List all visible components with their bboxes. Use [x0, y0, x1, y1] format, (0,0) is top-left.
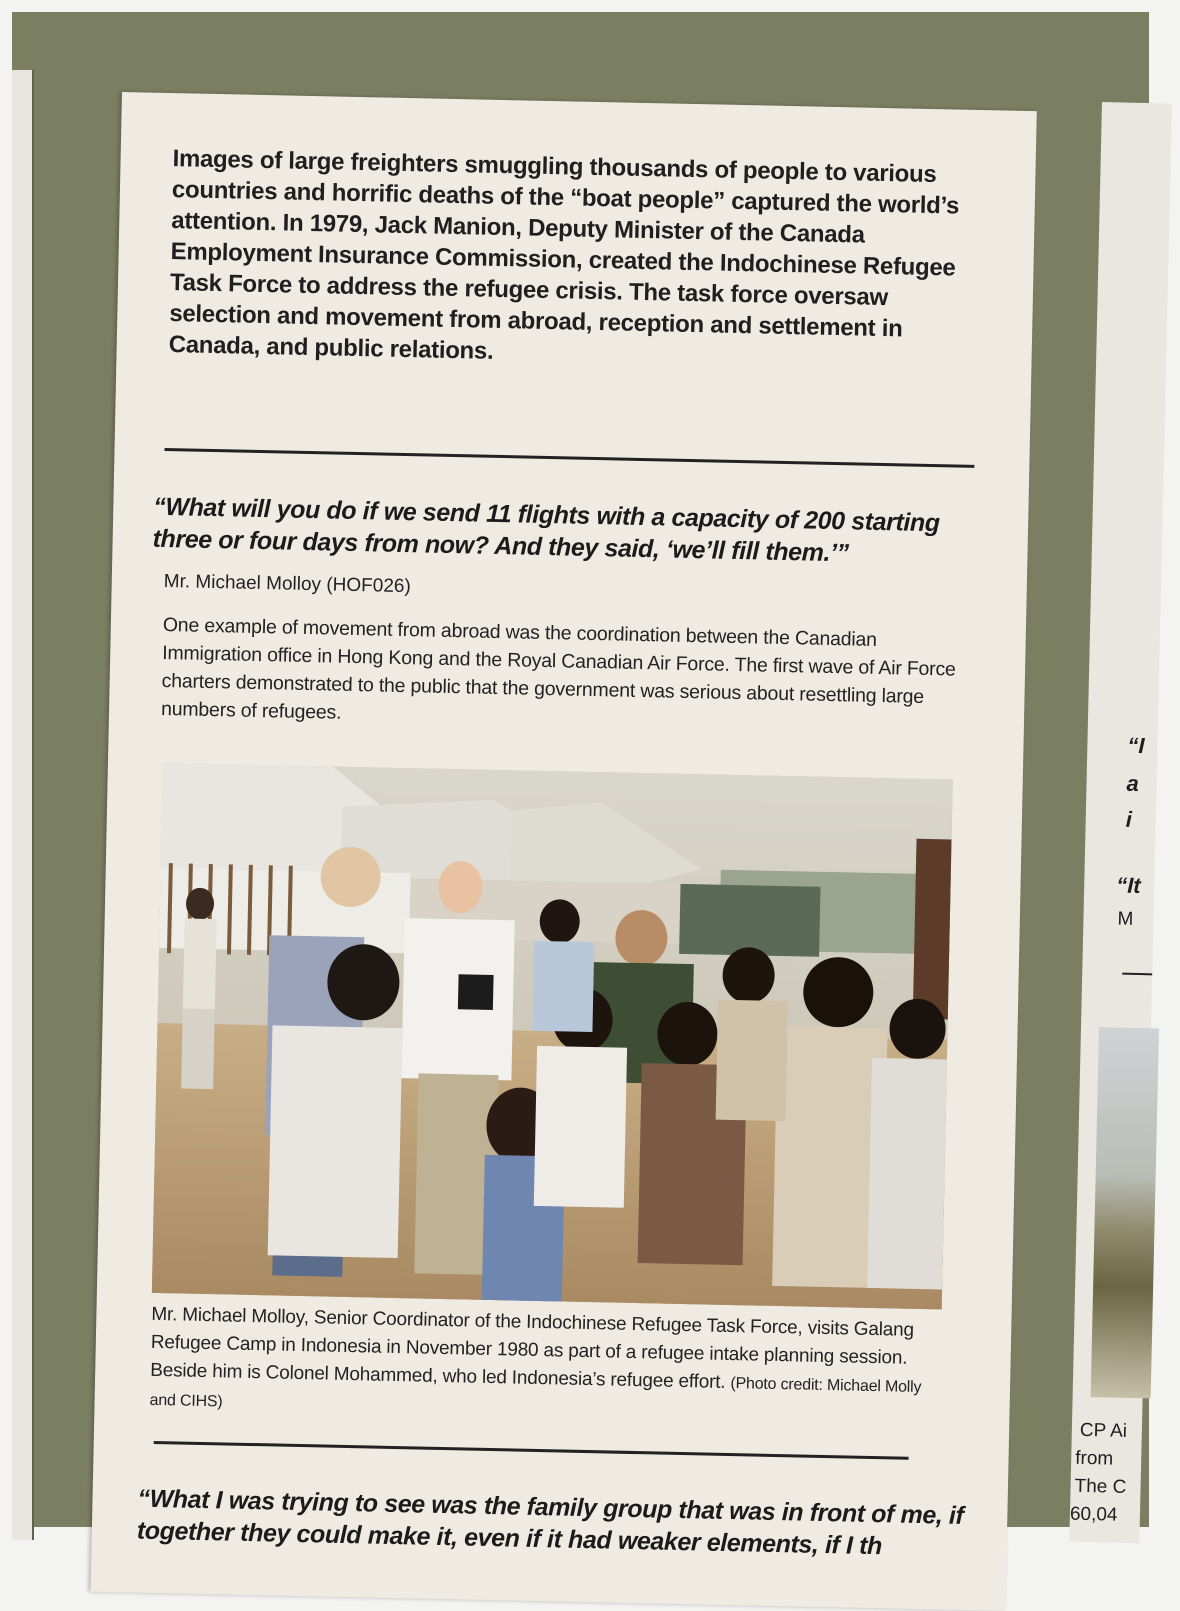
right-fragment: i — [1125, 806, 1133, 832]
right-fragment: The C — [1074, 1475, 1127, 1498]
wall-background — [12, 12, 1149, 1561]
right-fragment: CP Ai — [1079, 1419, 1128, 1442]
right-fragment: from — [1074, 1447, 1114, 1470]
exhibit-panel — [91, 92, 1037, 1611]
right-fragment: 60,04 — [1069, 1503, 1118, 1526]
body-paragraph: One example of movement from abroad was the coordination between the Canadian Immigration office in Hong Kong and the Royal Canadian Air Force. The first wave of Air Force charters demonstrated to the public that the government was serious about resettling large numbers of refugees. — [160, 613, 956, 724]
right-fragment: “It — [1115, 872, 1141, 899]
section-divider — [164, 448, 974, 468]
intro-paragraph: Images of large freighters smuggling thousands of people to various countries and horrific deaths of the “boat people” captured the world’s attention. In 1979, Jack Manion, Deputy Minister of the Canada Employment Insurance Commission, created the Indochinese Refugee Task Force to address the refugee crisis. The task force oversaw selection and movement from abroad, reception and settlement in Canada, and public relations. — [168, 145, 960, 365]
archival-photo — [152, 763, 953, 1309]
right-adjacent-panel — [1069, 102, 1172, 1543]
right-fragment: a — [1126, 770, 1140, 797]
quote-family-group: “What I was trying to see was the family group that was in front of me, if together they could make it, even if it had weaker elements, if I th — [136, 1484, 964, 1561]
right-photo-fragment — [1091, 1027, 1159, 1398]
right-divider — [1122, 973, 1152, 976]
photo-credit: (Photo credit: Michael Molly and CIHS) — [149, 1375, 922, 1411]
right-fragment: “I — [1127, 732, 1145, 759]
quote-molloy: “What will you do if we send 11 flights with a capacity of 200 starting three or four days from now? And they said, ‘we’ll fill them.’” — [152, 492, 941, 568]
left-adjacent-panel — [12, 70, 34, 1540]
caption-text: Mr. Michael Molloy, Senior Coordinator of the Indochinese Refugee Task Force, visits Galang Refugee Camp in Indonesia in November 1980 as part of a refugee intake planning session. Beside him is Colonel Mohammed, who led Indonesia’s refugee effort. — [150, 1303, 915, 1393]
photo-caption — [149, 1301, 941, 1432]
quote-attribution: Mr. Michael Molloy (HOF026) — [163, 570, 411, 598]
right-fragment: M — [1117, 908, 1134, 930]
section-divider-2 — [154, 1441, 909, 1460]
